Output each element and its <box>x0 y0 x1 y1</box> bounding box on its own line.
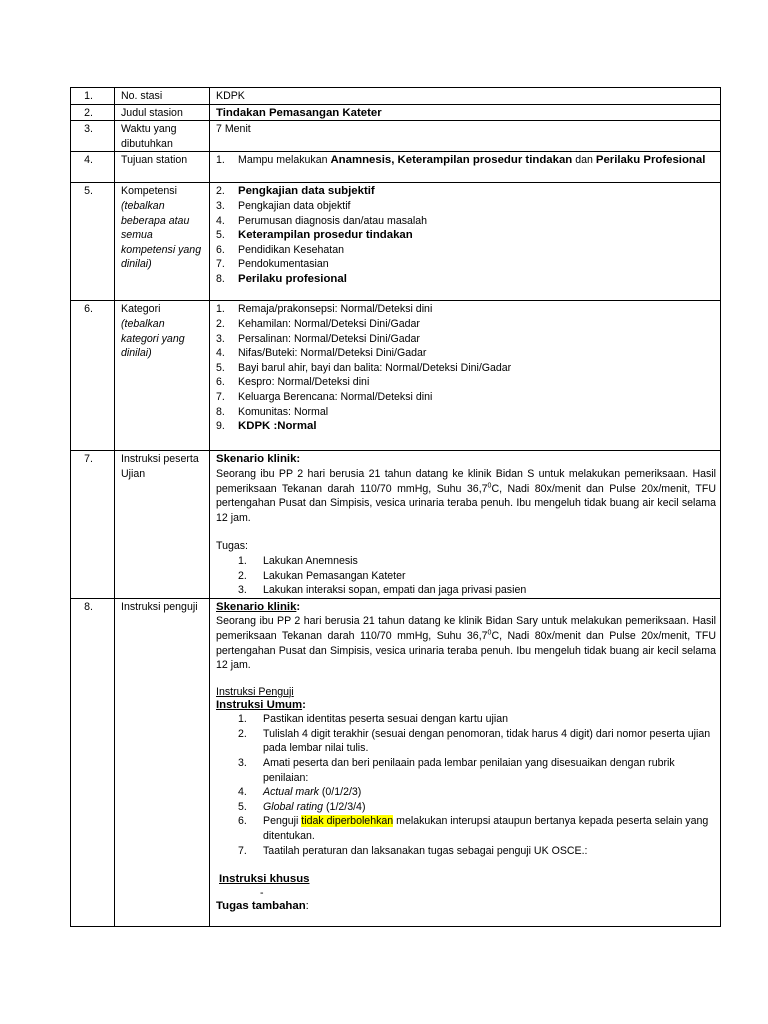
objective-text: Mampu melakukan Anamnesis, Keterampilan prosedur tindakan dan Perilaku Profesional <box>238 154 706 167</box>
row-label: Tujuan station <box>115 152 210 183</box>
list-item: 8. Perilaku profesional <box>216 272 347 285</box>
competency-list <box>216 184 716 286</box>
scenario-heading: Skenario klinik: <box>216 600 301 613</box>
list-item: 3. Persalinan: Normal/Deteksi Dini/Gadar <box>216 332 420 345</box>
list-item: 7. Pendokumentasian <box>216 258 329 271</box>
row-label: No. stasi <box>115 88 210 105</box>
row-number: 1. <box>71 88 115 105</box>
row-value <box>210 451 721 598</box>
special-instructions-heading: Instruksi khusus <box>219 873 310 886</box>
highlighted-text: tidak diperbolehkan <box>301 815 394 828</box>
list-item: 2. Pengkajian data subjektif <box>216 185 375 198</box>
scenario-text: Seorang ibu PP 2 hari berusia 21 tahun datang ke klinik Bidan S untuk melakukan pemeriksaan. Hasil pemeriksaan Tekanan darah 110/70 mmHg, Suhu 36,7$^0$C, Nadi 80x/menit dan Pulse 20x/menit, TFU pertengahan Pusat dan Simpisis, vesica urinaria teraba penuh. Ibu mengeluh tidak buang air kecil selama 12 jam. <box>216 467 717 524</box>
row-value <box>210 183 721 301</box>
examiner-subheading: Instruksi Penguji <box>216 685 294 698</box>
list-item: 2. Lakukan Pemasangan Kateter <box>238 569 406 582</box>
list-item: 4. Perumusan diagnosis dan/atau masalah <box>216 214 428 227</box>
tasks-label: Tugas: <box>216 540 248 553</box>
list-item: 6. Penguji tidak diperbolehkan melakukan interupsi ataupun bertanya kepada peserta selain yang ditentukan. <box>238 815 709 843</box>
list-item: 6. Pendidikan Kesehatan <box>216 243 345 256</box>
list-item: 3. Amati peserta dan beri penilaain pada lembar penilaian yang disesuaikan dengan rubrik penilaian: <box>238 757 675 784</box>
row-number: 7. <box>71 451 115 598</box>
row-label: Instruksi peserta Ujian <box>115 451 210 598</box>
list-item: 1. Lakukan Anemnesis <box>238 554 358 567</box>
list-number: 1. <box>216 154 225 167</box>
list-item: 5. Bayi barul ahir, bayi dan balita: Normal/Deteksi Dini/Gadar <box>216 361 512 374</box>
general-instructions-list <box>216 712 716 858</box>
list-item: 2. Kehamilan: Normal/Deteksi Dini/Gadar <box>216 317 420 330</box>
table-row <box>71 121 721 152</box>
list-item: 7. Taatilah peraturan dan laksanakan tugas sebagai penguji UK OSCE.: <box>238 844 588 857</box>
row-label: Kategori (tebalkan kategori yang dinilai) <box>115 301 210 451</box>
list-item: 9. KDPK :Normal <box>216 420 317 433</box>
additional-tasks-heading: Tugas tambahan: <box>216 899 309 912</box>
table-row <box>71 301 721 451</box>
list-item: 3. Lakukan interaksi sopan, empati dan jaga privasi pasien <box>238 584 527 597</box>
row-number: 8. <box>71 598 115 926</box>
row-value <box>210 152 721 183</box>
list-item: 5. Global rating (1/2/3/4) <box>238 800 366 813</box>
general-instructions-heading: Instruksi Umum: <box>216 698 306 711</box>
list-item: 4. Actual mark (0/1/2/3) <box>238 786 362 799</box>
table-row <box>71 451 721 598</box>
category-list <box>216 302 716 433</box>
list-item: 7. Keluarga Berencana: Normal/Deteksi dini <box>216 390 433 403</box>
list-item: 4. Nifas/Buteki: Normal/Deteksi Dini/Gadar <box>216 347 427 360</box>
row-number: 6. <box>71 301 115 451</box>
row-value <box>210 301 721 451</box>
special-instructions-dash: - <box>260 886 264 899</box>
list-item: 1. Pastikan identitas peserta sesuai dengan kartu ujian <box>238 713 508 726</box>
task-list <box>216 554 716 598</box>
label-note: (tebalkan beberapa atau semua kompetensi yang dinilai) <box>121 199 202 271</box>
row-label: Judul stasion <box>115 104 210 121</box>
table-row <box>71 152 721 183</box>
row-number: 2. <box>71 104 115 121</box>
label-note: (tebalkan kategori yang dinilai) <box>121 317 185 360</box>
row-value <box>210 598 721 926</box>
table-row <box>71 183 721 301</box>
table-row <box>71 104 721 121</box>
row-label: Waktu yang dibutuhkan <box>115 121 210 152</box>
list-item: 6. Kespro: Normal/Deteksi dini <box>216 376 370 389</box>
scenario-heading: Skenario klinik: <box>216 453 301 466</box>
list-item: 1. Remaja/prakonsepsi: Normal/Deteksi dini <box>216 303 433 316</box>
row-number: 5. <box>71 183 115 301</box>
list-item: 3. Pengkajian data objektif <box>216 199 351 212</box>
list-item: 2. Tulislah 4 digit terakhir (sesuai dengan penomoran, tidak harus 4 digit) dari nomor peserta ujian pada lembar nilai tulis. <box>238 727 711 755</box>
row-label: Kompetensi (tebalkan beberapa atau semua kompetensi yang dinilai) <box>115 183 210 301</box>
row-number: 4. <box>71 152 115 183</box>
table-row <box>71 598 721 926</box>
list-item: 5. Keterampilan prosedur tindakan <box>216 229 413 242</box>
row-number: 3. <box>71 121 115 152</box>
row-value: Tindakan Pemasangan Kateter <box>210 104 721 121</box>
row-label: Instruksi penguji <box>115 598 210 926</box>
scenario-text: Seorang ibu PP 2 hari berusia 21 tahun datang ke klinik Bidan Sary untuk melakukan pemeriksaan. Hasil pemeriksaan Tekanan darah 110/70 mmHg, Suhu 36,7$^0$C, Nadi 80x/menit dan Pulse 20x/menit, TFU pertengahan Pusat dan Simpisis, vesica urinaria teraba penuh. Ibu mengeluh tidak buang air kecil selama 12 jam. <box>216 615 717 672</box>
osce-station-table <box>70 87 721 927</box>
list-item: 8. Komunitas: Normal <box>216 405 329 418</box>
row-value: 7 Menit <box>210 121 721 152</box>
table-row <box>71 88 721 105</box>
row-value: KDPK <box>210 88 721 105</box>
